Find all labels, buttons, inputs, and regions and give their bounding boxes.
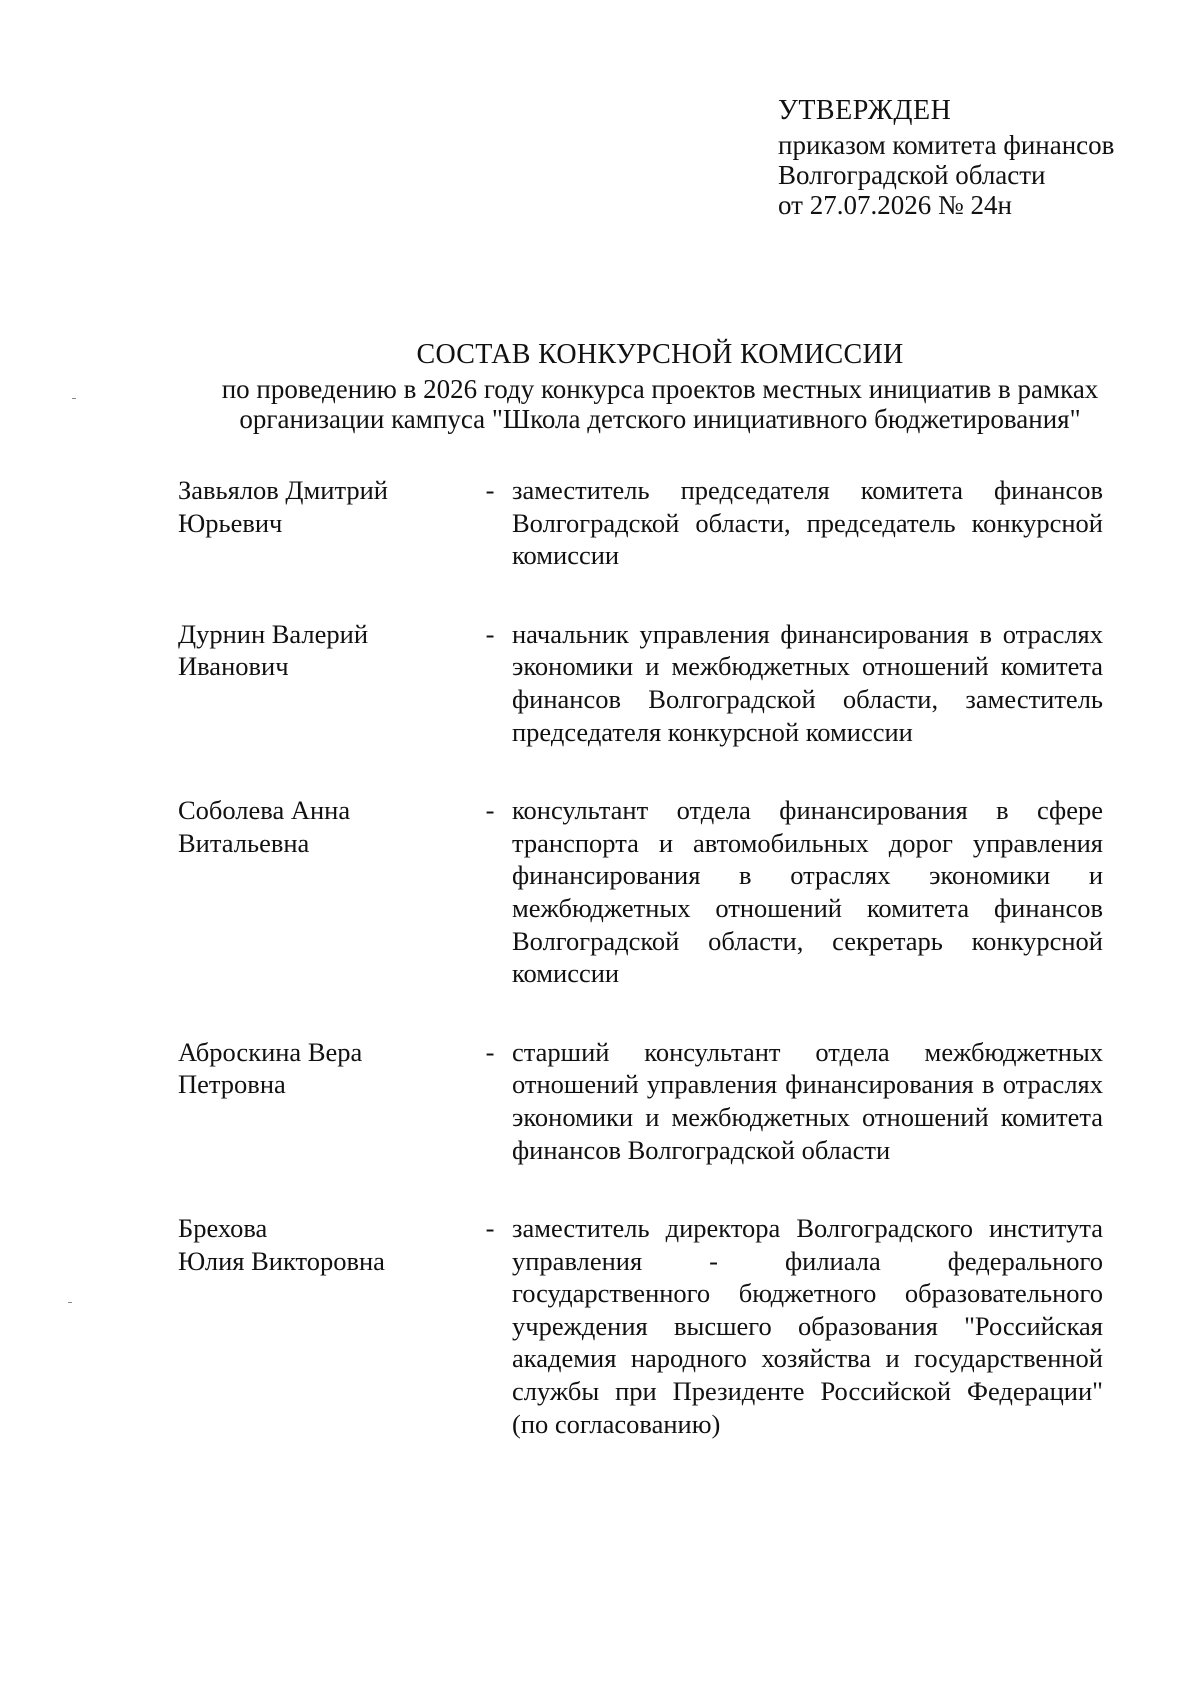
- member-dash: -: [485, 475, 495, 505]
- scan-speck: [72, 398, 76, 399]
- approval-line: от 27.07.2026 № 24н: [778, 190, 1012, 220]
- member-dash: -: [485, 1036, 495, 1067]
- member-name: [178, 474, 468, 539]
- member-role: заместитель директора Волгоградского института управления - филиала федерального государственного бюджетного образовательного учреждения высшего образования "Российская академия народного хозяйства и государственной службы при Президенте Российской Федерации" (по согласованию): [512, 1213, 1103, 1439]
- member-role: консультант отдела финансирования в сфере транспорта и автомобильных дорог управления финансирования в отраслях экономики и межбюджетных отношений комитета финансов Волгоградской области, секретарь конкурсной комиссии: [512, 795, 1103, 989]
- member-name-line: Аброскина Вера: [178, 1036, 363, 1067]
- member-name: [178, 1212, 468, 1277]
- member-name-line: Брехова: [178, 1213, 268, 1244]
- member-name-line: Иванович: [178, 651, 289, 682]
- approval-line: Волгоградской области: [778, 160, 1046, 190]
- member-dash: -: [485, 618, 495, 649]
- member-name-line: Завьялов Дмитрий: [178, 475, 388, 505]
- scan-speck: [68, 1302, 72, 1303]
- document-subtitle-line: организации кампуса "Школа детского инициативного бюджетирования": [239, 404, 1081, 434]
- approval-line: приказом комитета финансов: [778, 130, 1115, 160]
- member-name: [178, 794, 468, 859]
- member-dash: -: [485, 795, 495, 826]
- member-name-line: Дурнин Валерий: [178, 618, 369, 649]
- document-heading: [160, 340, 1160, 434]
- document-title: СОСТАВ КОНКУРСНОЙ КОМИССИИ: [416, 339, 904, 370]
- member-row: [178, 618, 1103, 748]
- member-row: [178, 1036, 1103, 1166]
- member-row: [178, 474, 1103, 572]
- member-name: [178, 1036, 468, 1101]
- member-name-line: Соболева Анна: [178, 795, 351, 826]
- commission-members-list: [178, 474, 1103, 1440]
- approval-title: УТВЕРЖДЕН: [778, 95, 952, 126]
- approval-stamp: [778, 96, 1114, 220]
- member-role: старший консультант отдела межбюджетных отношений управления финансирования в отраслях экономики и межбюджетных отношений комитета финансов Волгоградской области: [512, 1036, 1103, 1165]
- member-name-line: Юлия Викторовна: [178, 1245, 385, 1276]
- member-dash: -: [485, 1213, 495, 1244]
- member-row: [178, 1212, 1103, 1440]
- member-row: [178, 794, 1103, 990]
- member-name-line: Юрьевич: [178, 507, 283, 538]
- member-role: начальник управления финансирования в отраслях экономики и межбюджетных отношений комитета финансов Волгоградской области, заместитель председателя конкурсной комиссии: [512, 618, 1103, 747]
- member-role: заместитель председателя комитета финансов Волгоградской области, председатель конкурсной комиссии: [512, 475, 1103, 571]
- member-name: [178, 618, 468, 683]
- document-subtitle-line: по проведению в 2026 году конкурса проектов местных инициатив в рамках: [221, 374, 1099, 404]
- member-name-line: Петровна: [178, 1069, 286, 1100]
- member-name-line: Витальевна: [178, 827, 310, 858]
